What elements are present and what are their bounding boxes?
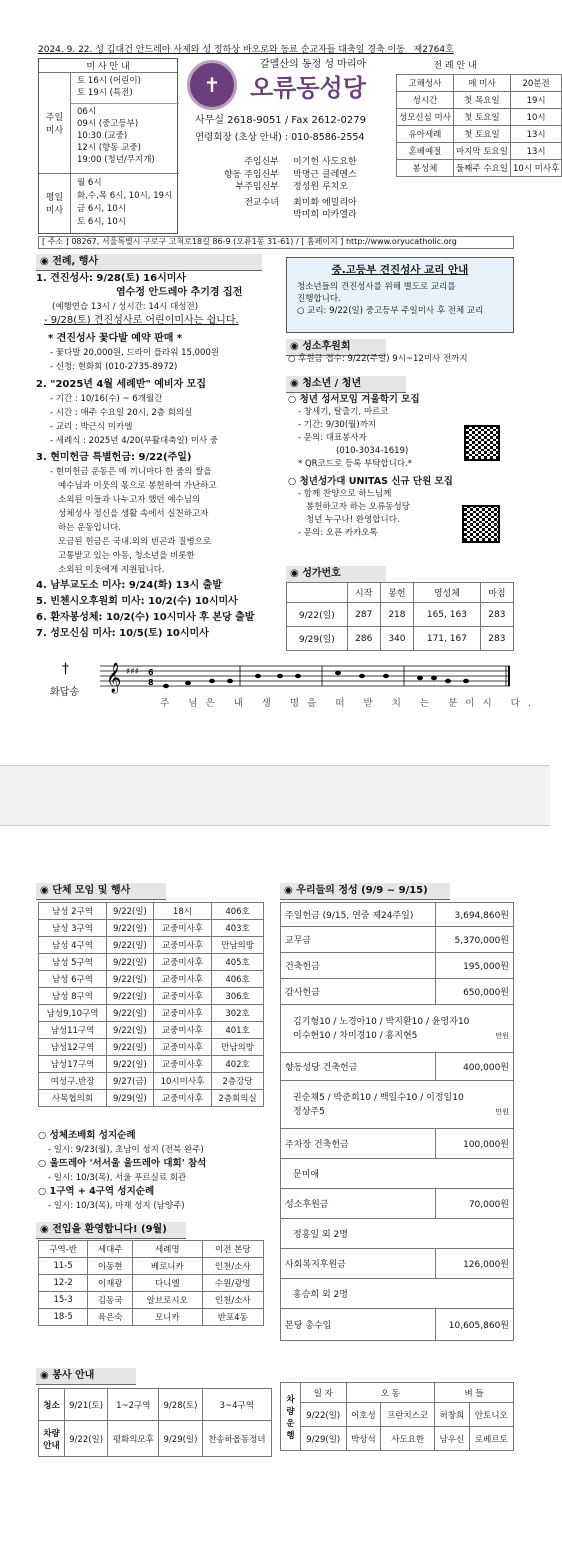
section-title-welcome: ◉ 전입을 환영합니다! (9월) bbox=[36, 1222, 186, 1239]
notice-box: 중.고등부 견진성사 교리 안내 청소년들의 견진성사를 위해 별도로 교리를 진행합니다. ○ 교리: 9/22(일) 중고등부 주일미사 후 전체 교리 bbox=[286, 257, 514, 333]
wk-mass: 화,수,목 6시, 10시, 19시 bbox=[77, 191, 173, 201]
rite-title: 전 례 안 내 bbox=[433, 61, 477, 71]
svg-text:6: 6 bbox=[148, 668, 154, 677]
welcome-table: 구역-반 세대주 세례명 이전 본당 11-5 이동현 베로니카 인천/소사 12-2 이재광 다니엘 수원/광명 15-3 김동국 알브로시오 인천/소사 18-5 육은숙 모니카 반포4동 bbox=[38, 1240, 264, 1326]
page-gap bbox=[0, 765, 550, 826]
table-row: 9/29(일) 박상석 사도요한 남우신 로베르토 bbox=[281, 1427, 514, 1451]
sun-mass: 06시 bbox=[77, 107, 97, 117]
rite-row: 봉성체 둘째주 수요일 10시 미사후 bbox=[397, 160, 562, 177]
table-row: 남성 4구역 9/22(일) 교중미사후 만남의방 bbox=[39, 937, 264, 954]
office-phone: 사무실 2618-9051 / Fax 2612-0279 bbox=[195, 115, 366, 126]
offering-table: 주일헌금 (9/15, 연중 제24주일) 3,694,860원 교무금 5,370,000원 건축헌금 195,000원 감사헌금 650,000원 김기형10 / 노경아10 / 박지환10 / 윤영자10 이수현10 / 차미경10 / 홍지현5 만원 향동성당 건축헌금 400,000원 권순채5 / 박준희10 / 백일수10 / 이정일10 정상주5 만원 주차장 건축헌금 100,000원 문미애 성소후원금 70,000원 정홍일 외 2명 사회복지후원금 126,000원 홍승희 외 2명 본당 총수입 10,605,860원 bbox=[280, 902, 514, 1341]
psalm-label: 화답송 bbox=[50, 687, 79, 698]
weekday-label: 평일 미사 bbox=[39, 173, 71, 233]
vocation-text: ○ 후원금 접수: 9/22(주일) 9시~12미사 전까지 bbox=[288, 354, 468, 364]
sun-mass: 19:00 (청년/무지개) bbox=[77, 155, 155, 165]
table-row: 남성11구역 9/22(일) 교중미사후 401호 bbox=[39, 1022, 264, 1039]
table-row: 여성구.반장 9/27(금) 10시미사후 2층강당 bbox=[39, 1073, 264, 1090]
table-row: 청소 9/21(토) 1~2구역 9/28(토) 3~4구역 bbox=[39, 1389, 272, 1421]
hymn-table: 시작 봉헌 영성체 마침 9/22(일) 287 218 165, 163 283 9/29(일) 286 340 171, 167 283 bbox=[286, 582, 514, 651]
header-line: 2024. 9. 22. 성 김대건 안드레아 사제와 성 정하상 바오로와 동료 순교자들 대축일 경축 이동 제2764호 bbox=[38, 45, 454, 55]
church-name: 오류동성당 bbox=[250, 74, 366, 102]
events-list: ○ 성체조배회 성지순례 - 일시: 9/23(월), 초남이 성지 (전북 완주) ○ 울뜨레아 '서서울 울뜨레아 대회' 참석 - 일시: 10/3(목), 서울 푸르실료 회관 ○ 1구역 + 4구역 성지순례 - 일시: 10/3(목), 마재 성지 (남양주) bbox=[38, 1130, 207, 1211]
table-row: 교무금 5,370,000원 bbox=[281, 927, 514, 953]
service-table bbox=[38, 1388, 272, 1457]
staff-list: 주임신부 이기헌 사도요한 향동 주임신부 박명근 클레멘스 부주임신부 정성원 루치오 전교수녀 최미화 에밀리아 박미희 미카엘라 bbox=[223, 157, 357, 220]
section-title-liturgy: ◉ 전례, 행사 bbox=[36, 254, 262, 271]
sat-mass-2: 토 19시 (특전) bbox=[77, 88, 133, 98]
section-title-vocation: ◉ 성소후원회 bbox=[286, 339, 386, 356]
section-title-groups: ◉ 단체 모임 및 행사 bbox=[36, 883, 166, 900]
table-row: 남성 3구역 9/22(일) 교중미사후 403호 bbox=[39, 920, 264, 937]
youth-list: ○ 청년 성서모임 겨울학기 모집 - 창세기, 탈출기, 마르코 - 기간: 9/30(월)까지 - 문의: 대표봉사자 (010-3034-1619) * QR코드로 등록 부탁합니다.* ○ 청년성가대 UNITAS 신규 단원 모집 - 함께 찬양으로 하느님께 봉헌하고자 하는 오류동성당 청년 누구나! 환영합니다. - 문의: 오픈 카카오톡 bbox=[288, 394, 453, 538]
address-line: [ 주소 ] 08267, 서울특별시 구로구 고척로18길 86-9 (오류1동 31-61) / [ 홈페이지 ] http://www.oryucatholic.org bbox=[38, 236, 514, 249]
table-row: 차량 안내 9/22(일) 평화의모후 9/29(일) 찬송하올동정녀 bbox=[39, 1421, 272, 1457]
mass-title: 미 사 안 내 bbox=[39, 59, 177, 73]
svg-text:♯♯♯: ♯♯♯ bbox=[126, 667, 140, 677]
table-row: 주일헌금 (9/15, 연중 제24주일) 3,694,860원 bbox=[281, 903, 514, 927]
sun-mass: 10:30 (교중) bbox=[77, 131, 128, 141]
section-title-service: ◉ 봉사 안내 bbox=[36, 1368, 136, 1385]
church-subtitle: 갈멜산의 동정 성 마리아 bbox=[260, 59, 367, 70]
table-row: 사회복지후원금 126,000원 bbox=[281, 1249, 514, 1279]
liturgy-list: 1. 견진성사: 9/28(토) 16시미사 염수정 안드레아 추기경 집전 (예행연습 13시 / 성시간: 14시 대성전) - 9/28(토) 견진성사로 어린이미사는 쉽니다. * 견진성사 꽃다발 예약 판매 * - 꽃다발 20,000원, 드라이 플라워 15,000원 - 신청: 현화회 (010-2735-8972) 2. "2025년 4월 세례반" 예비자 모집 - 기간 : 10/16(수) ~ 6개월간 - 시간 : 매주 수요일 20시, 2층 회의실 - 교리 : 박근식 미카엘 - 세례식 : 2025년 4/20(부활대축일) 미사 중 3. 현미헌금 특별헌금: 9/22(주일) - 현미헌금 운동은 매 끼니마다 한 줌의 쌀을 예수님과 이웃의 몫으로 봉헌하여 가난하고 소외된 이들과 나누고자 했던 예수님의 성체성사 정신을 생활 속에서 실천하고자 하는 운동입니다. 모금된 헌금은 국내.외의 빈곤과 질병으로 고통받고 있는 아동, 청소년을 비롯한 소외된 이웃에게 지원됩니다. 4. 남부교도소 미사: 9/24(화) 13시 출발 5. 빈첸시오후원회 미사: 10/2(수) 10시미사 6. 환자봉성체: 10/2(수) 10시미사 후 본당 출발 7. 성모신심 미사: 10/5(토) 10시미사 bbox=[36, 273, 255, 639]
wk-mass: 월 6시 bbox=[77, 178, 102, 188]
groups-table bbox=[38, 902, 264, 1107]
table-row: 남성 8구역 9/22(일) 교중미사후 306호 bbox=[39, 988, 264, 1005]
rite-row: 성시간 첫 목요일 19시 bbox=[397, 92, 562, 109]
table-row: 주차장 건축헌금 100,000원 bbox=[281, 1129, 514, 1159]
table-row: 9/22(일) 이호성 프란치스코 허창희 안토니오 bbox=[281, 1403, 514, 1427]
contact-phone: 연령회장 (초상 안내) : 010-8586-2554 bbox=[195, 132, 365, 143]
table-row: 남성9,10구역 9/22(일) 교중미사후 302호 bbox=[39, 1005, 264, 1022]
section-title-offering: ◉ 우리들의 정성 (9/9 ~ 9/15) bbox=[280, 883, 450, 900]
svg-text:𝄞: 𝄞 bbox=[106, 663, 122, 693]
car-table: 차량 운행 일 자 오 동 벼 들 9/22(일) 이호성 프란치스코 허창희 안토니오 9/29(일) 박상석 사도요한 남우신 로베르토 bbox=[280, 1382, 514, 1451]
church-logo: ✝ bbox=[187, 60, 237, 110]
table-row: 18-5 육은숙 모니카 반포4동 bbox=[39, 1309, 264, 1326]
sun-mass: 09시 (중고등부) bbox=[77, 119, 139, 129]
qr-code-icon[interactable] bbox=[462, 505, 500, 543]
sat-mass-1: 토 16시 (어린이) bbox=[77, 76, 141, 86]
table-row: 12-2 이재광 다니엘 수원/광명 bbox=[39, 1275, 264, 1292]
section-title-hymn: ◉ 성가번호 bbox=[286, 566, 386, 583]
table-row: 15-3 김동국 알브로시오 인천/소사 bbox=[39, 1292, 264, 1309]
hymn-row: 9/22(일) 287 218 165, 163 283 bbox=[287, 603, 514, 627]
rite-row: 혼배예절 마지막 토요일 13시 bbox=[397, 143, 562, 160]
table-row: 남성17구역 9/22(일) 교중미사후 402호 bbox=[39, 1056, 264, 1073]
hymn-row: 9/29(일) 286 340 171, 167 283 bbox=[287, 627, 514, 651]
table-row: 성소후원금 70,000원 bbox=[281, 1189, 514, 1219]
psalm-lyric: 주 님은 내 생 명을 떠 받 치 는 분이시 다. bbox=[160, 698, 539, 709]
page-2 bbox=[0, 826, 550, 1560]
table-row: 남성12구역 9/22(일) 교중미사후 만남의방 bbox=[39, 1039, 264, 1056]
mass-info-box bbox=[38, 58, 178, 234]
sun-mass: 12시 (향동 교중) bbox=[77, 143, 141, 153]
sunday-label: 주일 미사 bbox=[39, 73, 71, 173]
wk-mass: 금 6시, 10시 bbox=[77, 204, 126, 214]
section-title-youth: ◉ 청소년 / 청년 bbox=[286, 376, 406, 393]
svg-text:8: 8 bbox=[148, 678, 154, 687]
table-row: 남성 2구역 9/22(일) 18시 406호 bbox=[39, 903, 264, 920]
table-row: 11-5 이동현 베로니카 인천/소사 bbox=[39, 1258, 264, 1275]
rite-row: 유아세례 첫 토요일 13시 bbox=[397, 126, 562, 143]
wk-mass: 토 6시, 10시 bbox=[77, 217, 126, 227]
table-row: 건축헌금 195,000원 bbox=[281, 953, 514, 979]
table-row: 남성 5구역 9/22(일) 교중미사후 405호 bbox=[39, 954, 264, 971]
table-row: 감사헌금 650,000원 bbox=[281, 979, 514, 1005]
table-row: 남성 6구역 9/22(일) 교중미사후 406호 bbox=[39, 971, 264, 988]
rite-row: 고해성사 매 미사 20분전 bbox=[397, 75, 562, 92]
table-row: 향동성당 건축헌금 400,000원 bbox=[281, 1053, 514, 1081]
music-staff bbox=[100, 660, 539, 709]
table-row: 사목협의회 9/29(일) 교중미사후 2층회의실 bbox=[39, 1090, 264, 1107]
qr-code-icon[interactable] bbox=[464, 425, 500, 461]
page-1 bbox=[0, 0, 560, 765]
rite-info-box bbox=[396, 58, 560, 234]
table-row: 본당 총수입 10,605,860원 bbox=[281, 1309, 514, 1341]
cross-icon: † bbox=[62, 661, 69, 677]
rite-row: 성모신심 미사 첫 토요일 10시 bbox=[397, 109, 562, 126]
